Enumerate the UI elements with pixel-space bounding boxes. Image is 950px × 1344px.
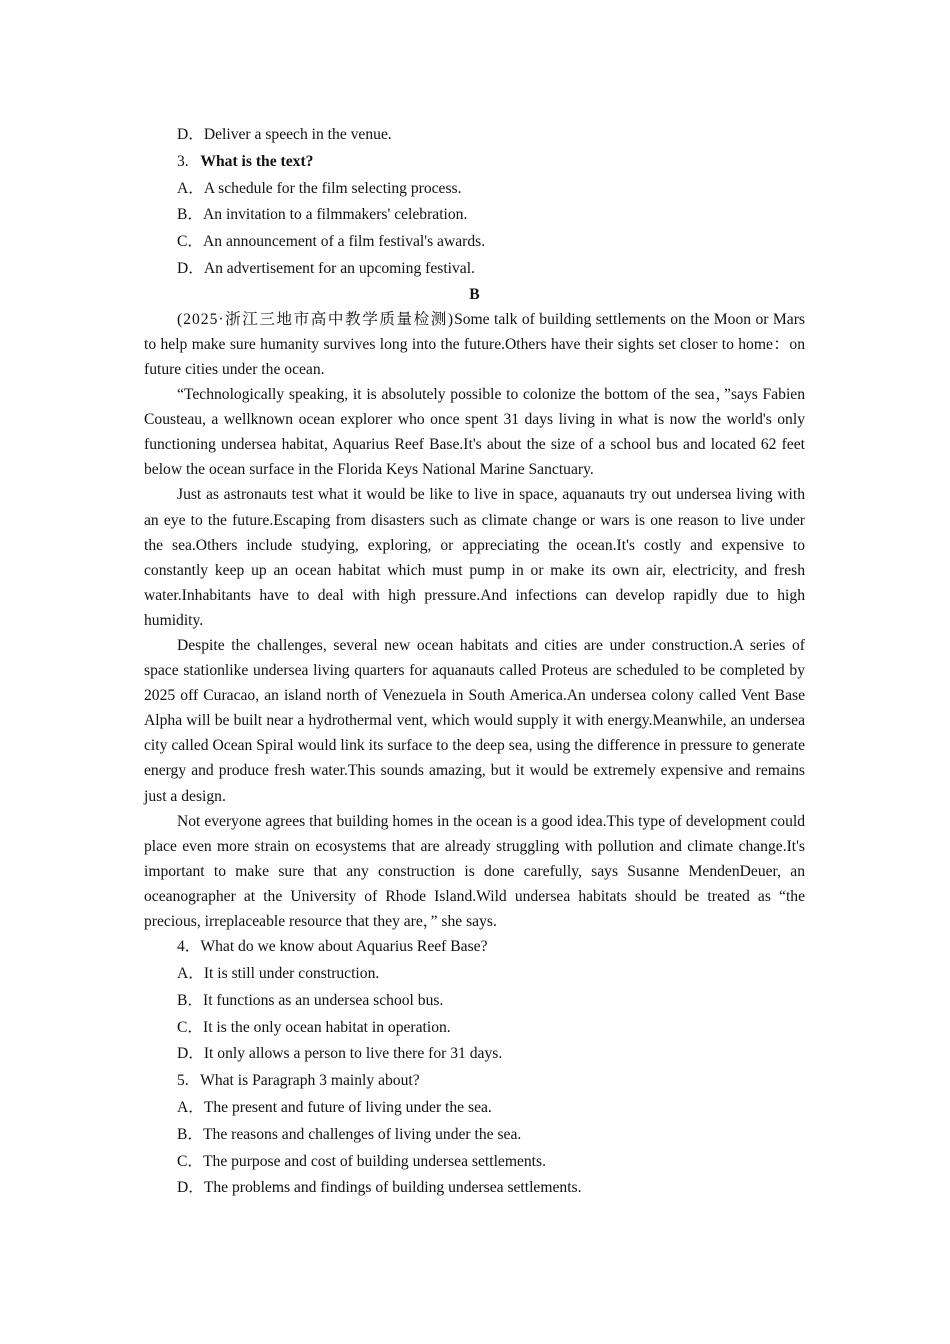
q4-option-d: D．It only allows a person to live there for 31 days. (177, 1045, 503, 1063)
q5-option-c: C．The purpose and cost of building undersea settlements. (177, 1152, 546, 1170)
question-3-number: 3. (177, 152, 189, 170)
passage-paragraph-5: Not everyone agrees that building homes in the ocean is a good idea.This type of development could place even more strain on ecosystems that are already struggling with pollution and climate change.It's important to make sure that any construction is done carefully, says Susanne MendenDeuer, an oceanographer at the University of Rhode Island.Wild undersea habitats should be treated as “the precious, irreplaceable resource that they are，” she says. (144, 812, 805, 931)
question-5-stem: 5. What is Paragraph 3 mainly about? (177, 1072, 420, 1090)
question-3 (177, 149, 805, 176)
passage-paragraph-3: Just as astronauts test what it would be like to live in space, aquanauts try out undersea living with an eye to the future.Escaping from disasters such as climate change or wars is one reason to live under the sea.Others include studying, exploring, or appreciating the ocean.It's costly and expensive to constantly keep up an ocean habitat which must pump in or make its own air, electricity, and fresh water.Inhabitants have to deal with high pressure.And infections can develop rapidly due to high humidity. (144, 486, 805, 629)
q5-option-b: B．The reasons and challenges of living under the sea. (177, 1125, 522, 1143)
q4-option-a: A．It is still under construction. (177, 964, 380, 982)
q3-option-c: C．An announcement of a film festival's awards. (177, 233, 486, 251)
q3-option-d: D．An advertisement for an upcoming festival. (177, 259, 475, 277)
q3-option-b: B．An invitation to a filmmakers' celebration. (177, 206, 468, 224)
q4-option-b: B．It functions as an undersea school bus. (177, 991, 444, 1009)
q3-option-a: A．A schedule for the film selecting process. (177, 179, 462, 197)
section-title: B (469, 285, 480, 303)
passage-paragraph-1 (144, 307, 805, 382)
q5-option-d: D．The problems and findings of building undersea settlements. (177, 1179, 582, 1197)
q5-option-a: A．The present and future of living under the sea. (177, 1098, 492, 1116)
question-3-stem: What is the text? (200, 152, 314, 170)
q2-option-d: D．Deliver a speech in the venue. (177, 126, 392, 143)
passage-paragraph-4: Despite the challenges, several new ocean habitats and cities are under construction.A series of space stationlike undersea living quarters for aquanauts called Proteus are scheduled to be completed by 2025 off Curacao, an island north of Venezuela in South America.An undersea colony called Vent Base Alpha will be built near a hydrothermal vent, which would supply it with energy.Meanwhile, an undersea city called Ocean Spiral would link its surface to the deep sea, using the difference in pressure to generate energy and produce fresh water.This sounds amazing, but it would be extremely expensive and remains just a design. (144, 637, 805, 805)
question-4-stem: 4．What do we know about Aquarius Reef Base? (177, 938, 488, 956)
passage-paragraph-2: “Technologically speaking, it is absolutely possible to colonize the bottom of the sea，”says Fabien Cousteau, a wellknown ocean explorer who once spent 31 days living in what is now the world's only functioning undersea habitat, Aquarius Reef Base.It's about the size of a school bus and located 62 feet below the ocean surface in the Florida Keys National Marine Sanctuary. (144, 386, 805, 479)
q4-option-c: C．It is the only ocean habitat in operation. (177, 1018, 451, 1036)
passage-paragraph-1-text: Some talk of building settlements on the Moon or Mars to help make sure humanity survives long into the future.Others have their sights set closer to home：on future cities under the ocean. (144, 310, 805, 378)
document-page (144, 122, 805, 1202)
passage-source: (2025·浙江三地市高中教学质量检测) (177, 310, 455, 328)
